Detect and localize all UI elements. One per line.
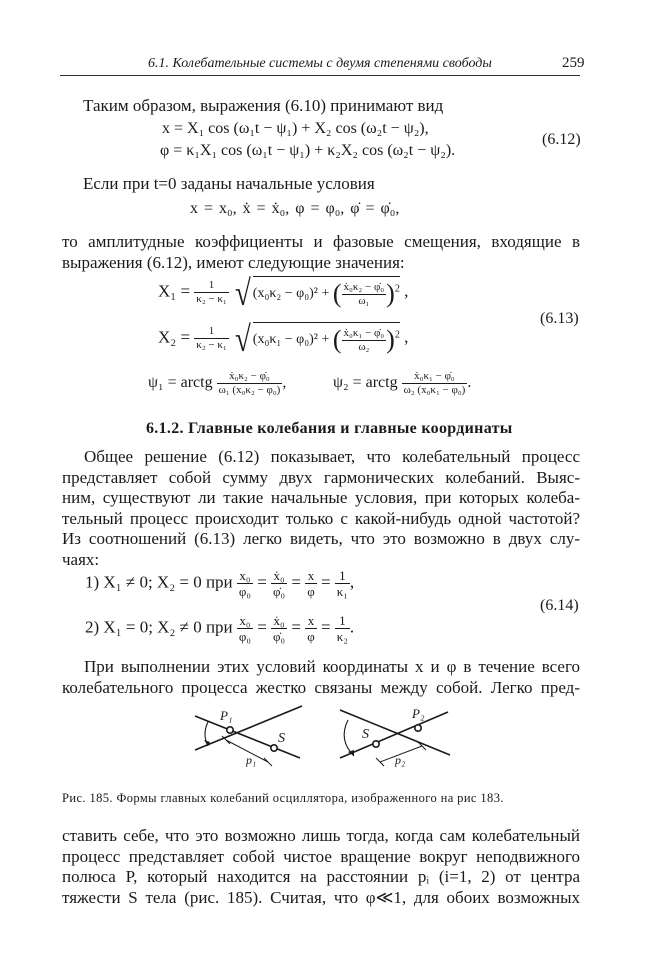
right-body-line bbox=[340, 710, 450, 755]
denominator: κ₁ bbox=[336, 584, 348, 599]
case2-label: 2) X₁ = 0; X₂ ≠ 0 при bbox=[85, 617, 233, 637]
left-pole-point bbox=[227, 727, 233, 733]
right-center-label: S bbox=[362, 727, 369, 742]
text-line: чаях: bbox=[62, 549, 100, 569]
paragraph-rotation bbox=[62, 826, 580, 908]
eq-6-14-number: (6.14) bbox=[540, 597, 579, 614]
numerator: ẋ₀κ₁ − φ̇₀ bbox=[402, 370, 468, 384]
denominator: φ₀ bbox=[238, 629, 251, 644]
eq-6-13-x2: X₂ = $\frac{1}{\text{κ₂ − κ₁}}$ √ (x₀κ₁ − φ₀)² + ( $\frac{\text{ẋ₀κ₁ − φ̇₀}}{\text{ω₂}}$ )$^2$ , bbox=[158, 318, 409, 359]
denominator: φ̇₀ bbox=[273, 629, 286, 644]
denominator: φ bbox=[307, 629, 315, 644]
right-reference-line bbox=[340, 712, 448, 758]
fraction bbox=[237, 613, 253, 644]
eq-6-12-line1: x = X₁ cos (ω₁t − ψ₁) + X₂ cos (ω₂t − ψ₂), bbox=[162, 120, 429, 137]
text-line: Из соотношений (6.13) легко видеть, что это возможно в двух слу- bbox=[62, 529, 580, 548]
left-body-line bbox=[195, 706, 302, 750]
left-distance-label: p₁ bbox=[246, 753, 257, 767]
left-pole-label: P₁ bbox=[220, 708, 233, 723]
left-center-label: S bbox=[278, 731, 285, 746]
x2-term: (x₀κ₁ − φ₀)² + bbox=[252, 332, 330, 348]
x1-prefactor bbox=[194, 279, 228, 306]
fraction bbox=[271, 568, 287, 599]
numerator: x bbox=[305, 613, 317, 629]
case1-label: 1) X₁ ≠ 0; X₂ = 0 при bbox=[85, 572, 233, 592]
denominator: φ bbox=[307, 584, 315, 599]
eq-6-12-line2: φ = κ₁X₁ cos (ω₁t − ψ₁) + κ₂X₂ cos (ω₂t − ψ₂). bbox=[160, 142, 456, 159]
fraction bbox=[305, 613, 317, 644]
right-center-point bbox=[373, 741, 379, 747]
numerator: 1 bbox=[335, 568, 350, 584]
sqrt-sign: √ bbox=[234, 318, 251, 359]
initial-conditions: x = x₀, ẋ = ẋ₀, φ = φ₀, φ̇ = φ̇₀, bbox=[190, 200, 400, 217]
numerator: 1 bbox=[335, 613, 350, 629]
x1-lhs: X₁ = bbox=[158, 281, 191, 301]
numerator: x bbox=[305, 568, 317, 584]
psi2-lhs: ψ₂ = arctg bbox=[333, 374, 398, 392]
fraction bbox=[335, 568, 350, 599]
psi2-fraction bbox=[402, 370, 468, 397]
text-line: При выполнении этих условий координаты x и φ в течение всего bbox=[84, 657, 580, 676]
x2-inner-fraction bbox=[342, 327, 387, 354]
left-center-point bbox=[271, 745, 277, 751]
eq-6-13-number: (6.13) bbox=[540, 310, 579, 327]
figure-caption: Рис. 185. Формы главных колебаний осциллятора, изображенного на рис 183. bbox=[62, 791, 504, 805]
psi1-fraction bbox=[217, 370, 283, 397]
denominator: ω₁ bbox=[358, 294, 370, 307]
numerator: ẋ₀ bbox=[271, 568, 287, 584]
x1-radicand: (x₀κ₂ − φ₀)² + ( $\frac{\text{ẋ₀κ₂ − φ̇₀}}{\text{ω₁}}$ )$^2$ bbox=[253, 276, 400, 309]
initial-conditions-text: Если при t=0 заданы начальные условия bbox=[83, 174, 375, 193]
x2-prefactor bbox=[194, 325, 228, 352]
intro-text: Таким образом, выражения (6.10) принимают вид bbox=[83, 96, 444, 115]
paragraph-conditions bbox=[62, 657, 580, 698]
text-line: представляет собой сумму двух гармонических колебаний. Выяс- bbox=[62, 467, 580, 487]
x1-term: (x₀κ₂ − φ₀)² + bbox=[252, 286, 330, 302]
numerator: ẋ₀κ₁ − φ̇₀ bbox=[343, 326, 385, 339]
running-title: 6.1. Колебательные системы с двумя степенями свободы bbox=[148, 56, 492, 71]
eq-6-13-x1: X₁ = $\frac{1}{\text{κ₂ − κ₁}}$ √ (x₀κ₂ − φ₀)² + ( $\frac{\text{ẋ₀κ₂ − φ̇₀}}{\text{ω₁}}$ )$^2$ , bbox=[158, 272, 409, 313]
section-title: 6.1.2. Главные колебания и главные координаты bbox=[146, 420, 513, 437]
text-line: то амплитудные коэффициенты и фазовые смещения, входящие в bbox=[62, 232, 580, 251]
text-line: колебательного процесса жестко связаны между собой. Легко пред- bbox=[62, 677, 580, 697]
right-arc-arrowhead bbox=[348, 750, 354, 756]
header-rule bbox=[60, 75, 580, 76]
x2-radicand: (x₀κ₁ − φ₀)² + ( $\frac{\text{ẋ₀κ₁ − φ̇₀}}{\text{ω₂}}$ )$^2$ bbox=[253, 322, 400, 355]
eq-6-13-psi1: ψ₁ = arctg $\frac{\text{ẋ₀κ₂ − φ̇₀}}{\text{ω₁ (x₀κ₂ − φ₀)}}$ , bbox=[148, 370, 287, 396]
denominator: κ₂ − κ₁ bbox=[196, 339, 227, 351]
fraction bbox=[335, 613, 350, 644]
right-pole-label: P₂ bbox=[412, 706, 425, 721]
eq-6-14-case2: 2) X₁ = 0; X₂ ≠ 0 при $\frac{\text{x₀}}{\text{φ₀}}$ = $\frac{\text{ẋ₀}}{\text{φ̇₀}}$ = $\frac{x}{\varphi}$ = $\frac{1}{\text{κ₂}}$ . bbox=[85, 613, 355, 644]
x2-lhs: X₂ = bbox=[158, 327, 191, 347]
amplitude-paragraph bbox=[62, 232, 580, 273]
text-line: ним, существуют ли такие начальные условия, при которых колеба- bbox=[62, 488, 580, 507]
denominator: ω₁ (x₀κ₂ − φ₀) bbox=[218, 384, 281, 396]
right-distance-label: p₂ bbox=[395, 753, 406, 767]
denominator: ω₂ bbox=[358, 340, 370, 353]
numerator: x₀ bbox=[237, 613, 253, 629]
denominator: κ₂ − κ₁ bbox=[196, 293, 227, 305]
numerator: ẋ₀κ₂ − φ̇₀ bbox=[343, 280, 385, 293]
eq-6-14-case1: 1) X₁ ≠ 0; X₂ = 0 при $\frac{\text{x₀}}{\text{φ₀}}$ = $\frac{\text{ẋ₀}}{\text{φ̇₀}}$ = $\frac{x}{\varphi}$ = $\frac{1}{\text{κ₁}}$ , bbox=[85, 568, 355, 599]
text-line: тельный процесс происходит только с какой-нибудь одной частотой? bbox=[62, 508, 580, 528]
x1-inner-fraction bbox=[342, 281, 387, 308]
numerator: x₀ bbox=[237, 568, 253, 584]
denominator: κ₂ bbox=[336, 629, 348, 644]
numerator: 1 bbox=[194, 279, 228, 293]
eq-6-13-psi2: ψ₂ = arctg $\frac{\text{ẋ₀κ₁ − φ̇₀}}{\text{ω₂ (x₀κ₁ − φ₀)}}$ . bbox=[333, 370, 472, 396]
psi1-lhs: ψ₁ = arctg bbox=[148, 374, 213, 392]
text-line: выражения (6.12), имеют следующие значения: bbox=[62, 252, 405, 272]
text-line: процесс представляет собой чистое вращение вокруг неподвижного bbox=[62, 846, 580, 866]
text-line: Общее решение (6.12) показывает, что колебательный процесс bbox=[84, 447, 580, 466]
denominator: φ̇₀ bbox=[273, 584, 286, 599]
text-line: полюса P, который находится на расстоянии pᵢ (i=1, 2) от центра bbox=[62, 867, 580, 886]
fraction bbox=[271, 613, 287, 644]
text-line: тяжести S тела (рис. 185). Считая, что φ≪1, для обоих возможных bbox=[62, 887, 580, 907]
fraction bbox=[305, 568, 317, 599]
denominator: φ₀ bbox=[238, 584, 251, 599]
text-line: ставить себе, что это возможно лишь тогда, когда сам колебательный bbox=[62, 826, 580, 845]
right-pole-point bbox=[415, 725, 421, 731]
numerator: ẋ₀κ₂ − φ̇₀ bbox=[217, 370, 283, 384]
fraction bbox=[237, 568, 253, 599]
figure-185 bbox=[190, 700, 460, 782]
numerator: ẋ₀ bbox=[271, 613, 287, 629]
denominator: ω₂ (x₀κ₁ − φ₀) bbox=[403, 384, 466, 396]
paragraph-general-solution bbox=[62, 447, 580, 570]
numerator: 1 bbox=[194, 325, 228, 339]
sqrt-sign: √ bbox=[234, 272, 251, 313]
eq-6-12-number: (6.12) bbox=[542, 131, 581, 148]
page-number: 259 bbox=[562, 55, 585, 71]
